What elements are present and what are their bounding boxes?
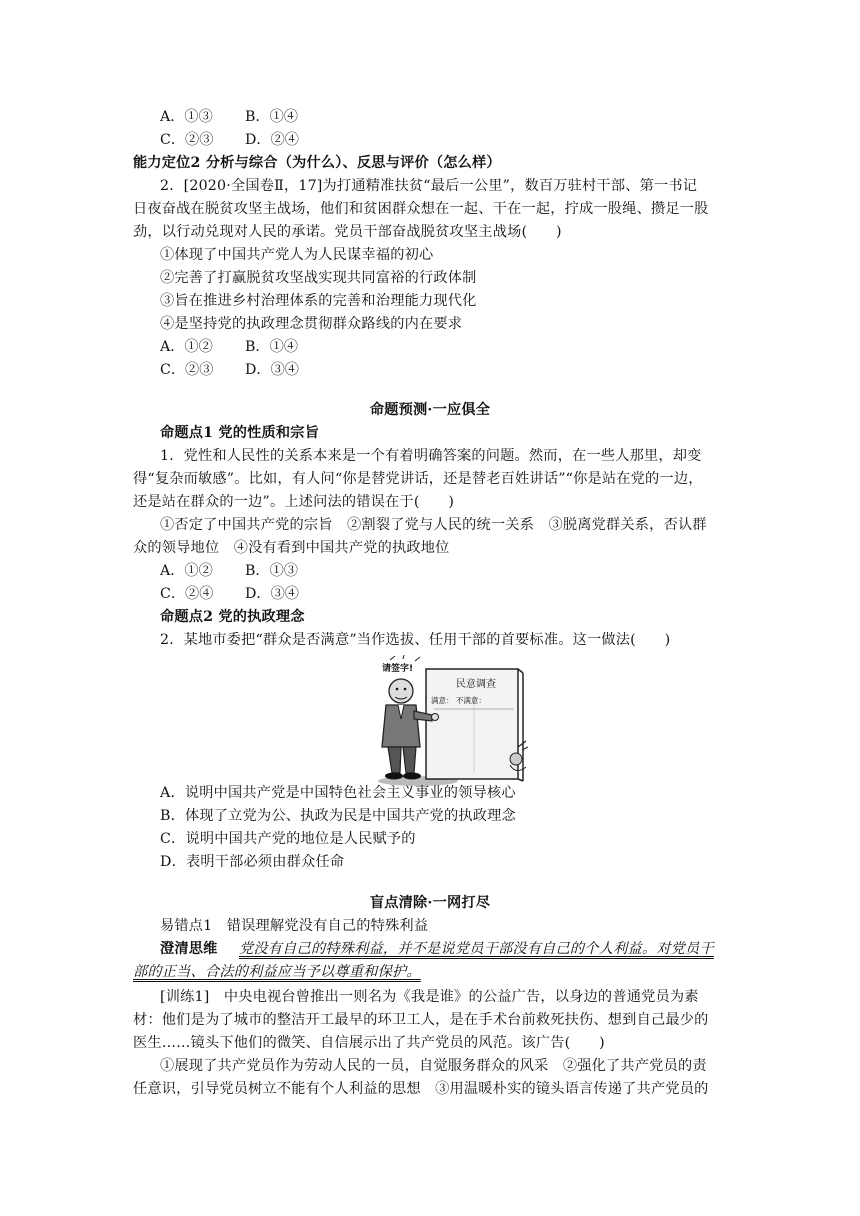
p2-line1: 2．某地市委把“群众是否满意”当作选拔、任用干部的首要标准。这一做法( ) (160, 632, 671, 648)
q1-option-a: A．①③ (160, 109, 213, 125)
q1-option-b: B．①④ (245, 109, 298, 125)
q2-statement-1: ①体现了中国共产党人为人民谋幸福的初心 (160, 247, 434, 263)
cartoon-speech: 请签字! (382, 664, 414, 674)
p2-option-b: B．体现了立党为公、执政为民是中国共产党的执政理念 (160, 808, 516, 824)
p1-statements-line2: 众的领导地位 ④没有看到中国共产党的执政地位 (133, 540, 450, 556)
board-row: 满意： 不满意： (431, 696, 486, 705)
q2-option-a: A．①② (160, 339, 213, 355)
point1-heading: 命题点1 党的性质和宗旨 (160, 425, 320, 441)
q2-statement-4: ④是坚持党的执政理念贯彻群众路线的内在要求 (160, 316, 463, 332)
p1-line1: 1．党性和人民性的关系本来是一个有着明确答案的问题。然而，在一些人那里，却变 (160, 448, 702, 464)
p1-option-b: B．①③ (245, 563, 298, 579)
p2-option-c: C．说明中国共产党的地位是人民赋予的 (160, 831, 416, 847)
q1-option-d: D．②④ (245, 132, 299, 148)
train-line3: 医生……镜头下他们的微笑、自信展示出了共产党员的风范。该广告( ) (133, 1035, 605, 1051)
q1-option-c: C．②③ (160, 132, 214, 148)
train-line1: [训练1] 中央电视台曾推出一则名为《我是谁》的公益广告，以身边的普通党员为素 (160, 989, 699, 1005)
predict-section-title: 命题预测·一应俱全 (369, 402, 491, 418)
point2-heading: 命题点2 党的执政理念 (160, 609, 305, 625)
q2-statement-2: ②完善了打赢脱贫攻坚战实现共同富裕的行政体制 (160, 270, 477, 286)
p1-line2: 得“复杂而敏感”。比如，有人问“你是替党讲话，还是替老百姓讲话”“你是站在党的一边， (133, 471, 703, 487)
clarify-line2 (133, 962, 733, 982)
p2-option-d: D．表明干部必须由群众任命 (160, 854, 345, 870)
q2-line3: 劲，以行动兑现对人民的承诺。党员干部奋战脱贫攻坚主战场( ) (133, 224, 562, 240)
train-line2: 材：他们是为了城市的整洁开工最早的环卫工人，是在手术台前救死扶伤、想到自己最少的 (133, 1012, 709, 1028)
survey-cartoon (368, 655, 530, 789)
q2-option-d: D．③④ (245, 362, 299, 378)
train-line5: 任意识，引导党员树立不能有个人利益的思想 ③用温暖朴实的镜头语言传递了共产党员的 (133, 1081, 709, 1097)
board-title: 民意调查 (456, 679, 496, 690)
p2-option-a: A．说明中国共产党是中国特色社会主义事业的领导核心 (160, 785, 516, 801)
error-point-heading: 易错点1 错误理解党没有自己的特殊利益 (160, 918, 429, 934)
survey-cartoon-drawing (368, 655, 530, 789)
p1-option-d: D．③④ (245, 586, 299, 602)
q2-line2: 日夜奋战在脱贫攻坚主战场，他们和贫困群众想在一起、干在一起，拧成一股绳、攒足一股 (133, 201, 709, 217)
p1-line3: 还是站在群众的一边”。上述问法的错误在于( ) (133, 494, 455, 510)
clarify-line1 (160, 939, 760, 959)
q2-option-b: B．①④ (245, 339, 298, 355)
p1-option-a: A．①② (160, 563, 213, 579)
blind-section-title: 盲点清除·一网打尽 (369, 895, 491, 911)
clarify-label: 澄清思维 (160, 941, 218, 957)
clarify-text-1: 党没有自己的特殊利益，并不是说党员干部没有自己的个人利益。对党员干 (239, 941, 714, 957)
train-line4: ①展现了共产党员作为劳动人民的一员，自觉服务群众的风采 ②强化了共产党员的责 (160, 1058, 707, 1074)
q2-statement-3: ③旨在推进乡村治理体系的完善和治理能力现代化 (160, 293, 477, 309)
p1-option-c: C．②④ (160, 586, 214, 602)
q2-line1: 2．[2020·全国卷Ⅱ，17]为打通精准扶贫“最后一公里”，数百万驻村干部、第一书记 (160, 178, 698, 194)
q2-option-c: C．②③ (160, 362, 214, 378)
p1-statements-line1: ①否定了中国共产党的宗旨 ②割裂了党与人民的统一关系 ③脱离党群关系，否认群 (160, 517, 707, 533)
ability-heading: 能力定位2 分析与综合（为什么）、反思与评价（怎么样） (133, 155, 501, 171)
clarify-text-2: 部的正当、合法的利益应当予以尊重和保护。 (133, 964, 421, 980)
